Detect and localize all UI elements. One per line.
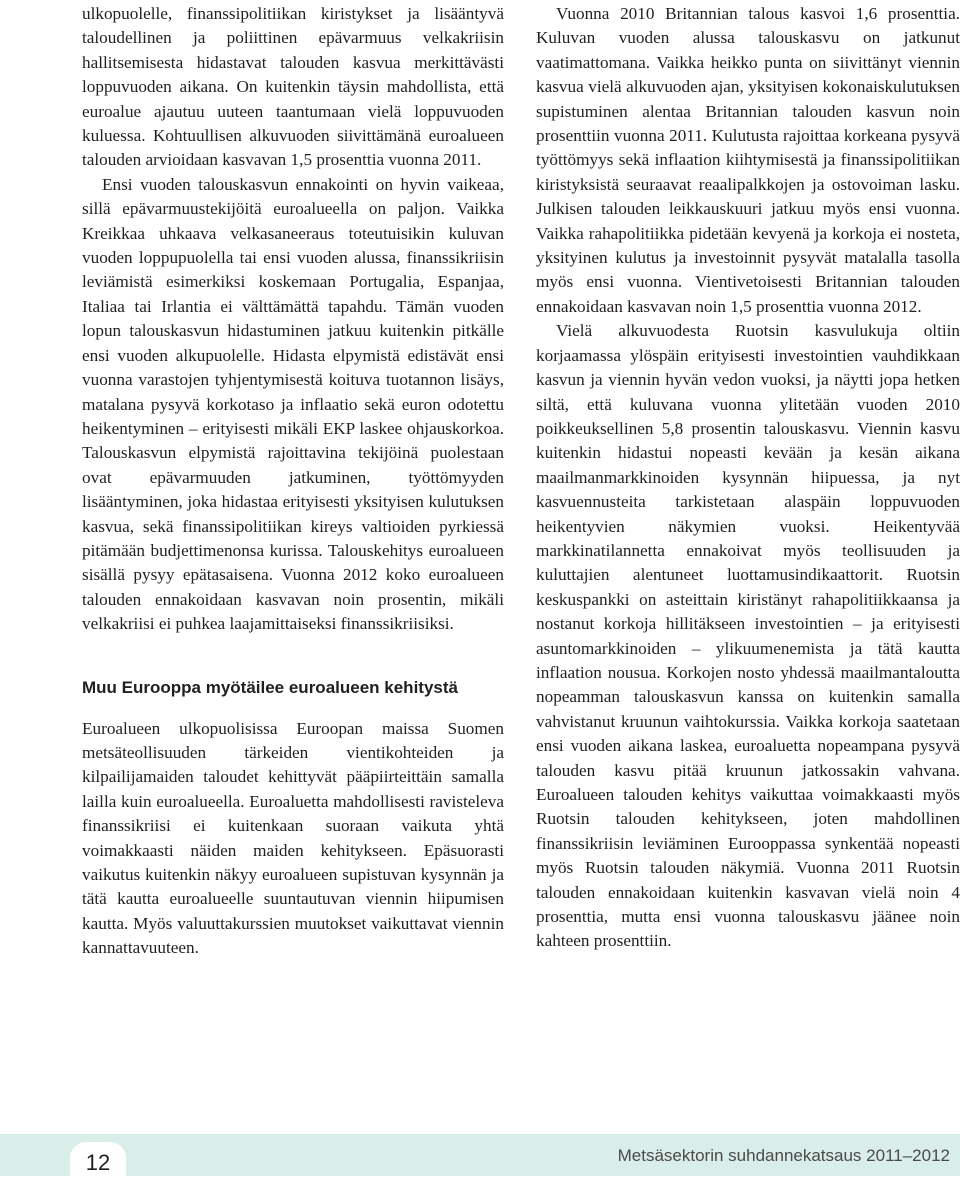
paragraph: Euroalueen ulkopuolisissa Euroopan maissa Suomen metsäteollisuuden tärkeiden vientikohteiden ja kilpailijamaiden taloudet kehittyvät pääpiirteittäin samalla lailla kuin euroalueella. Euroaluetta mahdollisesti ravisteleva finanssikriisi ei kuitenkaan suoraan vaikuta yhtä voimakkaasti näiden maiden kehitykseen. Epäsuorasti vaikutus kuitenkin näkyy euroalueen supistuvan kysynnän ja tätä kautta euroalueelle suuntautuvan viennin hiipumisen kautta. Myös valuuttakurssien muutokset vaikuttavat viennin kannattavuuteen. bbox=[82, 718, 504, 958]
publication-title: Metsäsektorin suhdannekatsaus 2011–2012 bbox=[617, 1146, 950, 1165]
paragraph: Vielä alkuvuodesta Ruotsin kasvulukuja oltiin korjaamassa ylöspäin erityisesti investointien vauhdikkaan kasvun ja viennin hyvän vedon vuoksi, ja näytti jopa hetken siltä, että kuluvana vuonna ylitetään vuoden 2010 poikkeuksellinen 5,8 prosentin talouskasvu. Viennin kasvu kuitenkin hidastui nopeasti kevään ja kesän aikana maailmanmarkkinoiden kysynnän hiipuessa, ja nyt kasvuennusteita tarkistetaan alaspäin loppuvuoden heikentyvien näkymien vuoksi. Heikentyvää markkinatilannetta ennakoivat myös teollisuuden ja kuluttajien alentuneet luottamusindikaattorit. Ruotsin keskuspankki on asteittain kiristänyt rahapolitiikkaansa ja nostanut korkoja hillitäkseen investointien – ja erityisesti asuntomarkkinoiden – ylikuumenemista ja tätä kautta inflaation nousua. Korkojen nosto yhdessä maailmantaloutta nopeamman talouskasvun kanssa on kuitenkin samalla vahvistanut kruunun vaihtokurssia. Vaikka korkoja saatetaan ensi vuoden aikana laskea, euroaluetta nopeampana pysyvä talouden kasvu pitää kruunun jatkossakin vahvana. Euroalueen talouden kehitys vaikuttaa voimakkaasti myös Ruotsin talouden kehitykseen, joten mahdollinen finanssikriisin leviäminen Eurooppassa synkentää nopeasti myös Ruotsin talouden näkymiä. Vuonna 2011 Ruotsin talouden ennakoidaan kuitenkin kasvavan vielä noin 4 prosenttia, mutta ensi vuonna talouskasvu jäänee noin kahteen prosenttiin. bbox=[536, 321, 960, 951]
right-column bbox=[536, 2, 960, 954]
page-footer bbox=[0, 1134, 960, 1176]
paragraph: ulkopuolelle, finanssipolitiikan kiristykset ja lisääntyvä taloudellinen ja poliittinen epävarmuus velkakriisin hallitsemisesta hidastavat talouden kasvua merkittävästi loppuvuoden aikana. On kuitenkin täysin mahdollista, että euroalue ajautuu uuteen taantumaan vielä loppuvuoden kuluessa. Kohtuullisen alkuvuoden siivittämänä euroalueen talouden arvioidaan kasvavan 1,5 prosenttia vuonna 2011. bbox=[82, 4, 504, 170]
section-heading: Muu Eurooppa myötäilee euroalueen kehitystä bbox=[82, 677, 458, 697]
paragraph: Vuonna 2010 Britannian talous kasvoi 1,6 prosenttia. Kuluvan vuoden alussa talouskasvu on jatkunut vaatimattomana. Vaikka heikko punta on siivittänyt viennin kasvua vielä alkuvuoden ajan, yksityisen kokonaiskulutuksen supistuminen alentaa Britannian talouden kasvun noin prosenttiin vuonna 2011. Kulutusta rajoittaa korkeana pysyvä työttömyys sekä inflaation kiihtymisestä ja finanssipolitiikan kiristyksistä seuraavat reaalipalkkojen ja ostovoiman lasku. Julkisen talouden leikkauskuuri jatkuu myös ensi vuonna. Vaikka rahapolitiikka pidetään kevyenä ja korkoja ei nosteta, yksityinen kulutus ja investoinnit pysyvät matalalla tasolla myös ensi vuonna. Vientivetoisesti Britannian talouden ennakoidaan kasvavan noin 1,5 prosenttia vuonna 2012. bbox=[536, 4, 960, 316]
left-column bbox=[82, 2, 504, 961]
page-number: 12 bbox=[70, 1142, 126, 1184]
paragraph: Ensi vuoden talouskasvun ennakointi on hyvin vaikeaa, sillä epävarmuustekijöitä euroalueella on paljon. Vaikka Kreikkaa uhkaava velkasaneeraus toteutuisikin kuluvan vuoden loppupuolella tai ensi vuoden alussa, finanssikriisin leviämistä esimerkiksi koskemaan Portugalia, Espanjaa, Italiaa tai Irlantia ei välttämättä tapahdu. Tämän vuoden lopun talouskasvun hidastuminen jatkuu kuitenkin pitkälle ensi vuoden alkupuolelle. Hidasta elpymistä edistävät ensi vuonna varastojen tyhjentymisestä koituva tuotannon lisäys, matalana pysyvä korkotaso ja inflaatio sekä euron odotettu heikentyminen – erityisesti mikäli EKP laskee ohjauskorkoa. Talouskasvun elpymistä rajoittavina tekijöinä puolestaan ovat epävarmuuden jatkuminen, työttömyyden lisääntyminen, joka hidastaa erityisesti yksityisen kulutuksen kasvua, sekä finanssipolitiikan kireys valtioiden pyrkiessä pitämään budjettimenonsa kurissa. Talouskehitys euroalueen sisällä pysyy epätasaisena. Vuonna 2012 koko euroalueen talouden ennakoidaan kasvavan noin prosentin, mikäli velkakriisi ei puhkea laajamittaiseksi finanssikriisiksi. bbox=[82, 174, 504, 634]
